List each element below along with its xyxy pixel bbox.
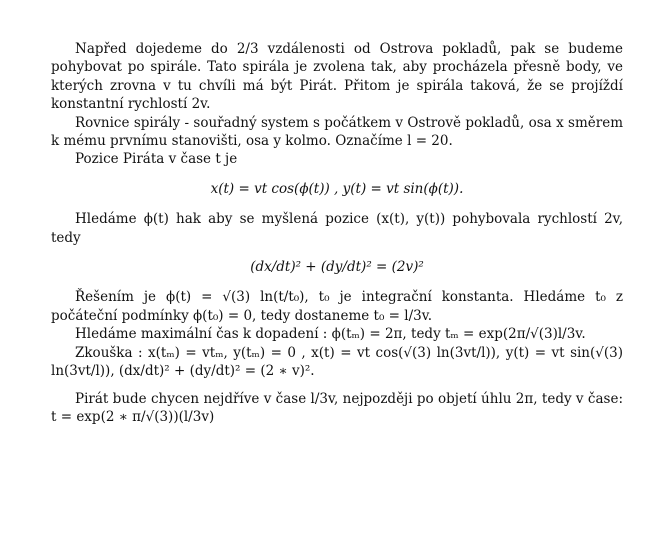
- paragraph-solution: Řešením je ϕ(t) = √(3) ln(t/t₀), t₀ je integrační konstanta. Hledáme t₀ z počáteční podmínky ϕ(t₀) = 0, tedy dostaneme t₀ = l/3v.: [51, 289, 623, 324]
- document-body: [51, 40, 623, 426]
- paragraph-spiral-equation: Rovnice spirály - souřadný system s počátkem v Ostrově pokladů, osa x směrem k mému prvnímu stanovišti, osa y kolmo. Označíme l = 20.: [51, 114, 623, 150]
- equation-position: x(t) = vt cos(ϕ(t)) , y(t) = vt sin(ϕ(t)).: [210, 180, 464, 197]
- paragraph-speed-condition: Hledáme ϕ(t) hak aby se myšlená pozice (x(t), y(t)) pohybovala rychlostí 2v, tedy: [51, 211, 623, 246]
- paragraph-intro: Napřed dojedeme do 2/3 vzdálenosti od Ostrova pokladů, pak se budeme pohybovat po spirále. Tato spirála je zvolena tak, aby procházela přesně body, ve kterých zrovna v tu chvíli má být Pirát. Přitom je spirála taková, že se projíždí konstantní rychlostí 2v.: [51, 41, 623, 113]
- equation-speed: (dx/dt)² + (dy/dt)² = (2v)²: [250, 259, 424, 276]
- paragraph-check: Zkouška : x(tₘ) = vtₘ, y(tₘ) = 0 , x(t) = vt cos(√(3) ln(3vt/l)), y(t) = vt sin(√(3) ln(3vt/l)), (dx/dt)² + (dy/dt)² = (2 ∗ v)².: [51, 344, 623, 380]
- paragraph-max-time: Hledáme maximální čas k dopadení : ϕ(tₘ) = 2π, tedy tₘ = exp(2π/√(3)l/3v.: [75, 326, 586, 343]
- paragraph-pirate-position: Pozice Piráta v čase t je: [75, 151, 238, 168]
- paragraph-conclusion: Pirát bude chycen nejdříve v čase l/3v, nejpozději po objetí úhlu 2π, tedy v čase: t = exp(2 ∗ π/√(3))(l/3v): [51, 390, 623, 425]
